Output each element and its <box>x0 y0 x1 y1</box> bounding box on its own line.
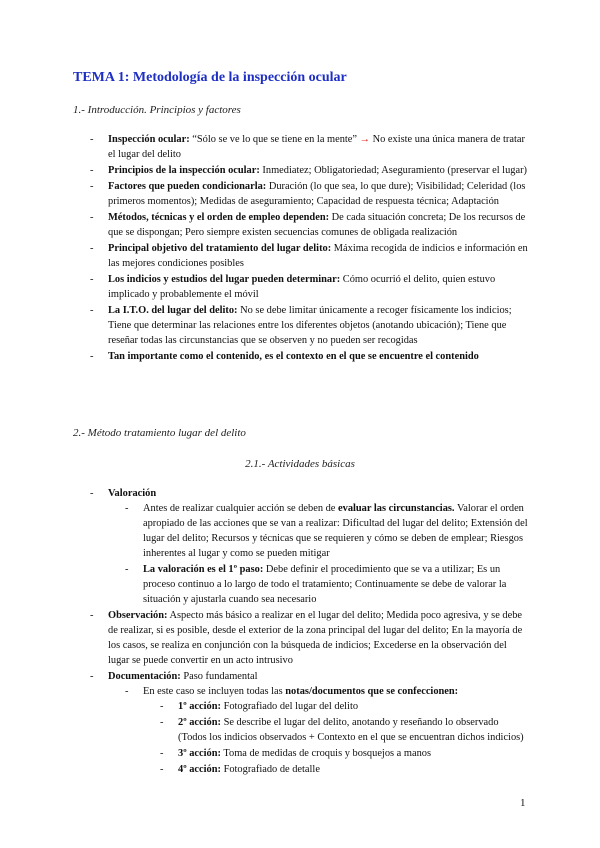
list-item: - Tan importante como el contenido, es el contexto en el que se encuentre el contenido <box>108 349 528 364</box>
sublist-item: - La valoración es el 1º paso: Debe definir el procedimiento que se va a utilizar; Es un proceso continuo a lo largo de todo el tratamiento; Continuamente se debe de valorar la situación y ajustarla cuando sea necesario <box>143 562 528 607</box>
list-item: - Factores que pueden condicionarla: Duración (lo que sea, lo que dure); Visibilidad; Celeridad (los primeros momentos); Medidas de aseguramiento; Capacidad de respuesta técnica; Adaptación <box>108 179 528 209</box>
document-title: TEMA 1: Metodología de la inspección ocular <box>73 70 347 85</box>
accion-item: - 2º acción: Se describe el lugar del delito, anotando y reseñando lo observado (Todos los indicios observados + Contexto en el que se encuentran dichos indicios) <box>178 715 528 745</box>
list-item: - La I.T.O. del lugar del delito: No se debe limitar únicamente a recoger físicamente los indicios; Tiene que determinar las relaciones entre los diferentes objetos (anotando ubicación); Tiene que reseñar todas las circunstancias que se observen y no pueden ser recogidas <box>108 303 528 348</box>
sublist-item: - Antes de realizar cualquier acción se deben de evaluar las circunstancias. Valorar el orden apropiado de las acciones que se van a realizar: Dificultad del lugar del delito; Extensión del lugar del delito; Recursos y técnicas que se requieren y cómo se deben de emplear; Riesgos inherentes al lugar y como se pueden mitigar <box>143 501 528 561</box>
acciones-list <box>178 699 528 777</box>
page-number: 1 <box>520 797 526 809</box>
subsection-heading: 2.1.- Actividades básicas <box>245 458 355 470</box>
list-item: - Principal objetivo del tratamiento del lugar delito: Máxima recogida de indicios e información en las mejores condiciones posibles <box>108 241 528 271</box>
activities-list <box>108 486 528 778</box>
accion-item: - 4º acción: Fotografiado de detalle <box>178 762 528 777</box>
documentacion-sublist <box>143 684 528 777</box>
list-item-documentacion: - Documentación: Paso fundamental - En este caso se incluyen todas las notas/documentos que se confeccionen: - 1º acción: Fotografiado del lugar del delito - 2º acción: Se describe el lugar del delito, anotando y reseñando lo observado (Todos los indicios observados + Contexto en el que se encuentran dichos indicios) - 3º acción: Toma de medidas de croquis y bosquejos a manos - 4º acción: Fotografiado de detalle <box>108 669 528 777</box>
valoracion-sublist <box>143 501 528 607</box>
list-item: - Métodos, técnicas y el orden de empleo dependen: De cada situación concreta; De los recursos de que se dispongan; Pero siempre existen secuencias comunes de obligada realización <box>108 210 528 240</box>
section-heading-1: 1.- Introducción. Principios y factores <box>73 104 241 116</box>
list-item-valoracion: - Valoración - Antes de realizar cualquier acción se deben de evaluar las circunstancias. Valorar el orden apropiado de las acciones que se van a realizar: Dificultad del lugar del delito; Extensión del lugar del delito; Recursos y técnicas que se requieren y cómo se deben de emplear; Riesgos inherentes al lugar y como se pueden mitigar - La valoración es el 1º paso: Debe definir el procedimiento que se va a utilizar; Es un proceso continuo a lo largo de todo el tratamiento; Continuamente se debe de valorar la situación y ajustarla cuando sea necesario <box>108 486 528 607</box>
list-item-observacion: - Observación: Aspecto más básico a realizar en el lugar del delito; Medida poco agresiva, y se debe de realizar, si es posible, desde el exterior de la zona principal del lugar del delito; En la mayoría de los casos, se realiza en conjunción con la búsqueda de indicios; Excederse en la observación del lugar se puede convertir en un acto intrusivo <box>108 608 528 668</box>
list-item: - Los indicios y estudios del lugar pueden determinar: Cómo ocurrió el delito, quien estuvo implicado y probablemente el móvil <box>108 272 528 302</box>
section-heading-2: 2.- Método tratamiento lugar del delito <box>73 427 246 439</box>
list-item: - Principios de la inspección ocular: Inmediatez; Obligatoriedad; Aseguramiento (preservar el lugar) <box>108 163 528 178</box>
accion-item: - 1º acción: Fotografiado del lugar del delito <box>178 699 528 714</box>
list-item: - Inspección ocular: “Sólo se ve lo que se tiene en la mente” → No existe una única manera de tratar el lugar del delito <box>108 132 528 162</box>
sublist-item: - En este caso se incluyen todas las notas/documentos que se confeccionen: - 1º acción: Fotografiado del lugar del delito - 2º acción: Se describe el lugar del delito, anotando y reseñando lo observado (Todos los indicios observados + Contexto en el que se encuentran dichos indicios) - 3º acción: Toma de medidas de croquis y bosquejos a manos - 4º acción: Fotografiado de detalle <box>143 684 528 777</box>
intro-list <box>108 132 528 365</box>
accion-item: - 3º acción: Toma de medidas de croquis y bosquejos a manos <box>178 746 528 761</box>
arrow-icon: → <box>359 134 371 145</box>
